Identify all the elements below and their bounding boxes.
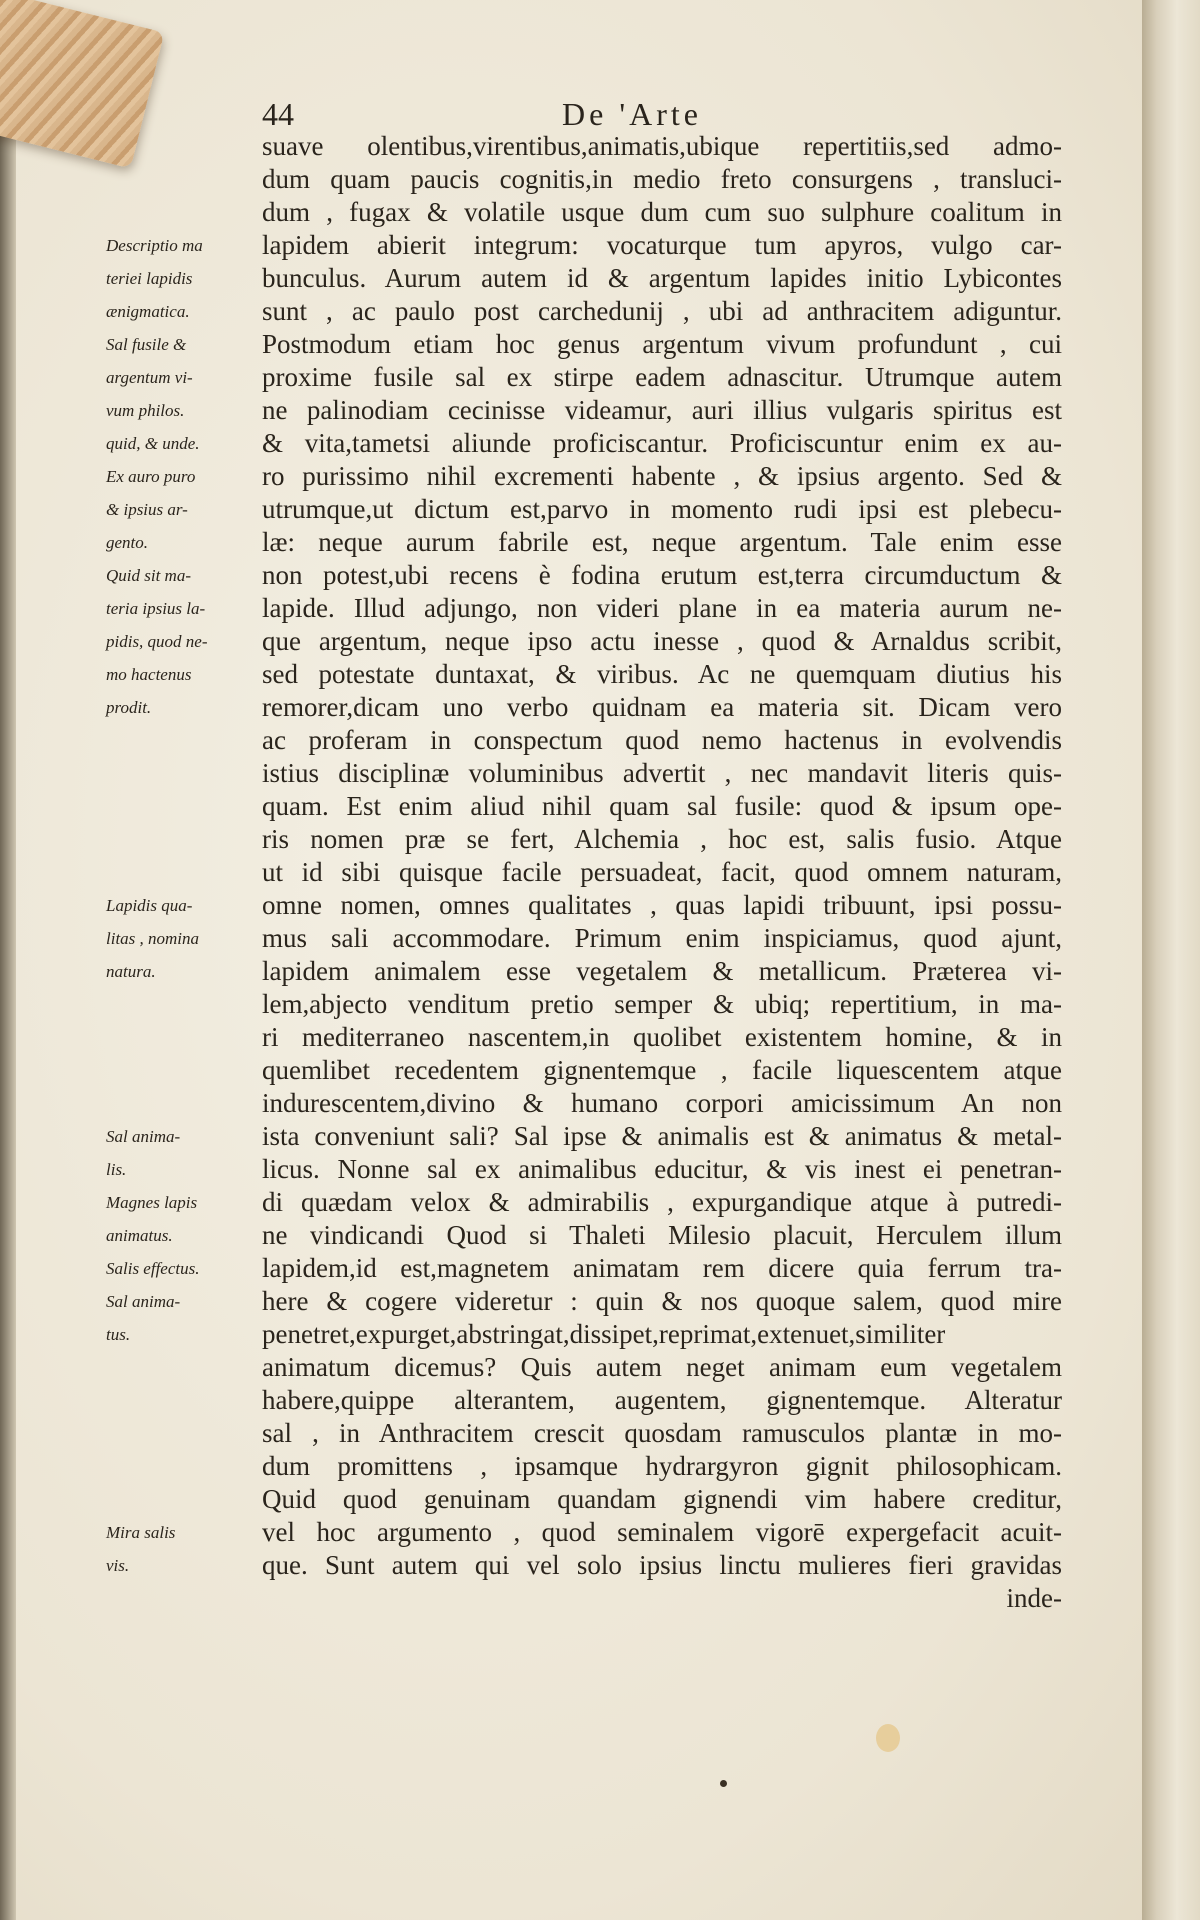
margin-note-line: teria ipsius la- (106, 599, 206, 618)
margin-note-line: Lapidis qua- (106, 896, 193, 915)
margin-note-line: tus. (106, 1325, 131, 1344)
text-line: penetret,expurget,abstringat,dissipet,reprimat,extenuet,similiter (262, 1319, 946, 1349)
text-line: di quædam velox & admirabilis , expurgandique atque à putredi- (262, 1187, 1062, 1217)
margin-note-line: Magnes lapis (106, 1193, 198, 1212)
margin-note-line: Salis effectus. (106, 1259, 200, 1278)
margin-note-line: Quid sit ma- (106, 566, 191, 585)
margin-note-line: prodit. (106, 698, 152, 717)
text-line: lapidem animalem esse vegetalem & metallicum. Præterea vi- (262, 956, 1062, 986)
margin-note-line: animatus. (106, 1226, 173, 1245)
margin-note-line: pidis, quod ne- (106, 632, 208, 651)
margin-note-line: Descriptio ma (106, 236, 203, 255)
margin-note-line: vum philos. (106, 401, 185, 420)
margin-note-line: mo hactenus (106, 665, 192, 684)
text-line: here & cogere videretur : quin & nos quoque salem, quod mire (262, 1286, 1062, 1316)
text-line: quam. Est enim aliud nihil quam sal fusile: quod & ipsum ope- (262, 791, 1062, 821)
paper-stain (876, 1724, 900, 1752)
text-line: ista conveniunt sali? Sal ipse & animalis est & animatus & metal- (262, 1121, 1062, 1151)
text-line: quemlibet recedentem gignentemque , facile liquescentem atque (262, 1055, 1062, 1085)
margin-note (106, 1186, 256, 1252)
text-line: non potest,ubi recens è fodina erutum est,terra circumductum & (262, 560, 1062, 590)
margin-note (106, 460, 256, 559)
margin-note-line: lis. (106, 1160, 127, 1179)
margin-note-line: litas , nomina (106, 929, 200, 948)
text-line: habere,quippe alterantem, augentem, gignentemque. Alteratur (262, 1385, 1062, 1415)
text-line: lem,abjecto venditum pretio semper & ubiq; repertitium, in ma- (262, 989, 1062, 1019)
margin-note-line: & ipsius ar- (106, 500, 188, 519)
margin-note-line: Sal anima- (106, 1127, 181, 1146)
margin-note-line: Mira salis (106, 1523, 176, 1542)
text-line: lapidem abierit integrum: vocaturque tum apyros, vulgo car- (262, 230, 1062, 260)
margin-note (106, 1120, 256, 1186)
text-line: lapide. Illud adjungo, non videri plane in ea materia aurum ne- (262, 593, 1062, 623)
margin-note-line: Sal anima- (106, 1292, 181, 1311)
margin-note (106, 229, 256, 328)
text-line: ris nomen præ se fert, Alchemia , hoc est, salis fusio. Atque (262, 824, 1062, 854)
main-text-block (262, 130, 1062, 1615)
margin-note-line: quid, & unde. (106, 434, 200, 453)
text-line: lapidem,id est,magnetem animatam rem dicere quia ferrum tra- (262, 1253, 1062, 1283)
text-line: ri mediterraneo nascentem,in quolibet existentem homine, & in (262, 1022, 1062, 1052)
ink-dot (720, 1780, 727, 1787)
margin-note (106, 1252, 256, 1351)
text-line: proxime fusile sal ex stirpe eadem adnascitur. Utrumque autem (262, 362, 1062, 392)
text-line: que. Sunt autem qui vel solo ipsius linctu mulieres fieri gravidas (262, 1550, 1062, 1580)
text-line: sal , in Anthracitem crescit quosdam ramusculos plantæ in mo- (262, 1418, 1062, 1448)
text-line: & vita,tametsi aliunde proficiscantur. Proficiscuntur enim ex au- (262, 428, 1062, 458)
text-line: remorer,dicam uno verbo quidnam ea materia sit. Dicam vero (262, 692, 1062, 722)
text-line: ro purissimo nihil excrementi habente , & ipsius argento. Sed & (262, 461, 1062, 491)
text-line: Postmodum etiam hoc genus argentum vivum profundunt , cui (262, 329, 1062, 359)
margin-note-line: teriei lapidis (106, 269, 193, 288)
text-line: Quid quod genuinam quandam gignendi vim habere creditur, (262, 1484, 1062, 1514)
margin-note-line: gento. (106, 533, 149, 552)
text-line: licus. Nonne sal ex animalibus educitur, & vis inest ei penetran- (262, 1154, 1062, 1184)
margin-note-line: ænigmatica. (106, 302, 190, 321)
text-line: ne vindicandi Quod si Thaleti Milesio placuit, Herculem illum (262, 1220, 1062, 1250)
text-line: utrumque,ut dictum est,parvo in momento rudi ipsi est plebecu- (262, 494, 1062, 524)
margin-note-line: Sal fusile & (106, 335, 187, 354)
page-gutter-shadow (0, 0, 16, 1920)
text-line: vel hoc argumento , quod seminalem vigorē expergefacit acuit- (262, 1517, 1062, 1547)
text-line: istius disciplinæ voluminibus advertit , nec mandavit literis quis- (262, 758, 1062, 788)
text-line: ne palinodiam cecinisse videamur, auri illius vulgaris spiritus est (262, 395, 1062, 425)
margin-note (106, 328, 256, 460)
text-line: que argentum, neque ipso actu inesse , quod & Arnaldus scribit, (262, 626, 1062, 656)
margin-note (106, 889, 256, 988)
text-line: dum quam paucis cognitis,in medio freto consurgens , transluci- (262, 164, 1062, 194)
margin-note-line: argentum vi- (106, 368, 193, 387)
text-line: ac proferam in conspectum quod nemo hactenus in evolvendis (262, 725, 1062, 755)
margin-note-line: vis. (106, 1556, 130, 1575)
text-line: mus sali accommodare. Primum enim inspiciamus, quod ajunt, (262, 923, 1062, 953)
margin-note (106, 559, 256, 724)
text-line: læ: neque aurum fabrile est, neque argentum. Tale enim esse (262, 527, 1062, 557)
text-line: animatum dicemus? Quis autem neget animam eum vegetalem (262, 1352, 1062, 1382)
margin-note-line: Ex auro puro (106, 467, 196, 486)
text-line: dum promittens , ipsamque hydrargyron gignit philosophicam. (262, 1451, 1062, 1481)
text-line: sed potestate duntaxat, & viribus. Ac ne quemquam diutius his (262, 659, 1062, 689)
page-number: 44 (262, 96, 294, 132)
margin-note (106, 1516, 256, 1582)
text-line: indurescentem,divino & humano corpori amicissimum An non (262, 1088, 1062, 1118)
next-page-edge (1142, 0, 1200, 1920)
text-line: bunculus. Aurum autem id & argentum lapides initio Lybicontes (262, 263, 1062, 293)
text-line: omne nomen, omnes qualitates , quas lapidi tribuunt, ipsi possu- (262, 890, 1062, 920)
text-line: dum , fugax & volatile usque dum cum suo sulphure coalitum in (262, 197, 1062, 227)
running-title: De 'Arte (562, 96, 702, 132)
margin-note-line: natura. (106, 962, 156, 981)
text-line: ut id sibi quisque facile persuadeat, facit, quod omnem naturam, (262, 857, 1062, 887)
text-line: sunt , ac paulo post carchedunij , ubi ad anthracitem adiguntur. (262, 296, 1062, 326)
text-line: suave olentibus,virentibus,animatis,ubique repertitiis,sed admo- (262, 131, 1062, 161)
catchword: inde- (1006, 1583, 1062, 1613)
